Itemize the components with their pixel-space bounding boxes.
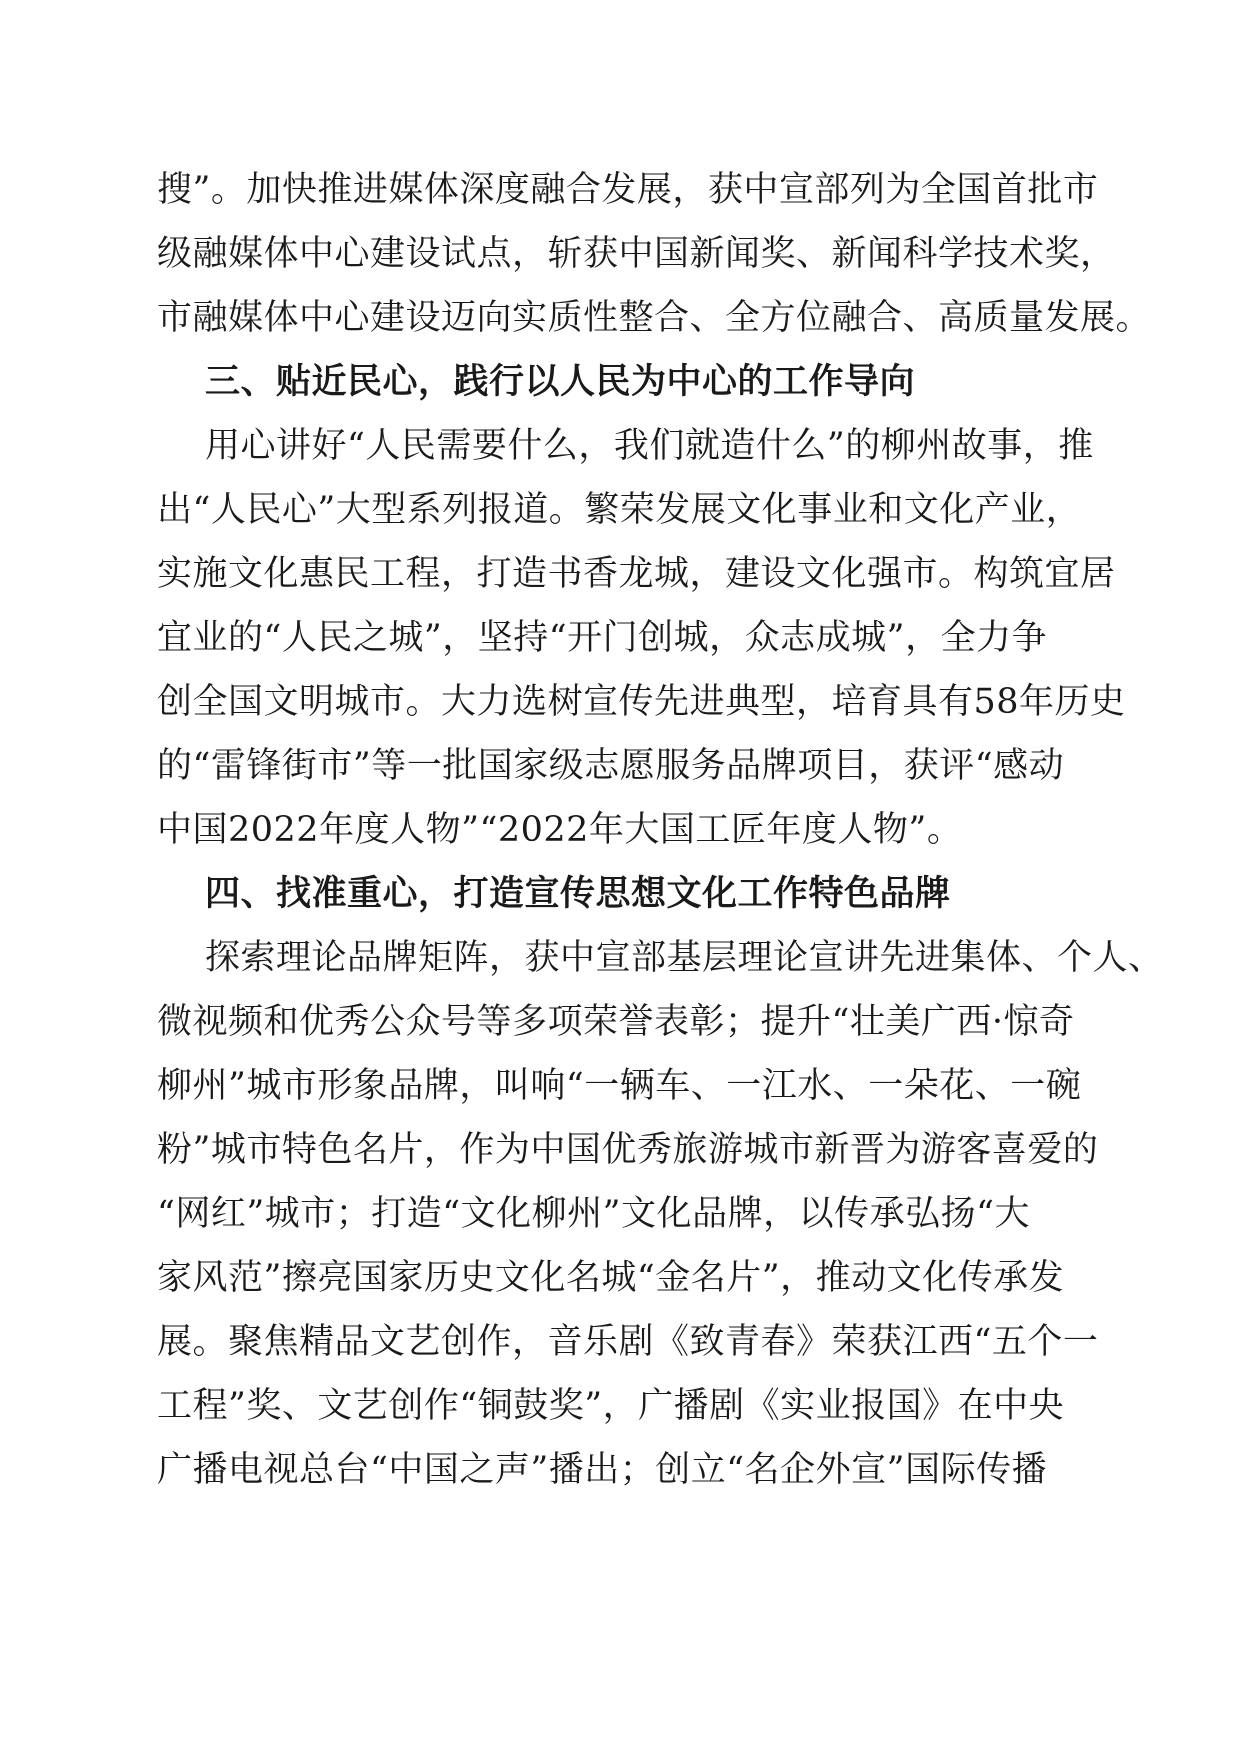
body-line: 微视频和优秀公众号等多项荣誉表彰；提升“壮美广西·惊奇 [157,1002,1075,1042]
body-line: 家风范”擦亮国家历史文化名城“金名片”，推动文化传承发 [157,1258,1065,1298]
body-line: 粉”城市特色名片，作为中国优秀旅游城市新晋为游客喜爱的 [157,1130,1099,1170]
body-line: “网红”城市；打造“文化柳州”文化品牌，以传承弘扬“大 [157,1194,1030,1234]
body-line: 工程”奖、文艺创作“铜鼓奖”，广播剧《实业报国》在中央 [157,1386,1065,1426]
body-line: 广播电视总台“中国之声”播出；创立“名企外宣”国际传播 [157,1450,1048,1490]
body-line: 展。聚焦精品文艺创作，音乐剧《致青春》荣获江西“五个一 [157,1322,1099,1362]
section-heading-4: 四、找准重心，打造宣传思想文化工作特色品牌 [205,873,951,914]
body-line: 市融媒体中心建设迈向实质性整合、全方位融合、高质量发展。 [157,298,1152,338]
body-line: 中国2022年度人物”“2022年大国工匠年度人物”。 [157,810,963,850]
body-line: 的“雷锋街市”等一批国家级志愿服务品牌项目，获评“感动 [157,746,1065,786]
paragraph-start: 探索理论品牌矩阵，获中宣部基层理论宣讲先进集体、个人、 [205,938,1164,978]
body-line: 级融媒体中心建设试点，斩获中国新闻奖、新闻科学技术奖， [157,234,1116,274]
body-line: 搜”。加快推进媒体深度融合发展，获中宣部列为全国首批市 [157,170,1099,210]
paragraph-start: 用心讲好“人民需要什么，我们就造什么”的柳州故事，推 [205,426,1094,466]
body-line: 柳州”城市形象品牌，叫响“一辆车、一江水、一朵花、一碗 [157,1066,1082,1106]
section-heading-3: 三、贴近民心，践行以人民为中心的工作导向 [205,361,916,402]
body-line: 出“人民心”大型系列报道。繁荣发展文化事业和文化产业， [157,490,1082,530]
body-line: 实施文化惠民工程，打造书香龙城，建设文化强市。构筑宜居 [157,554,1116,594]
body-line: 创全国文明城市。大力选树宣传先进典型，培育具有58年历史 [157,682,1126,722]
body-line: 宜业的“人民之城”，坚持“开门创城，众志成城”，全力争 [157,618,1048,658]
